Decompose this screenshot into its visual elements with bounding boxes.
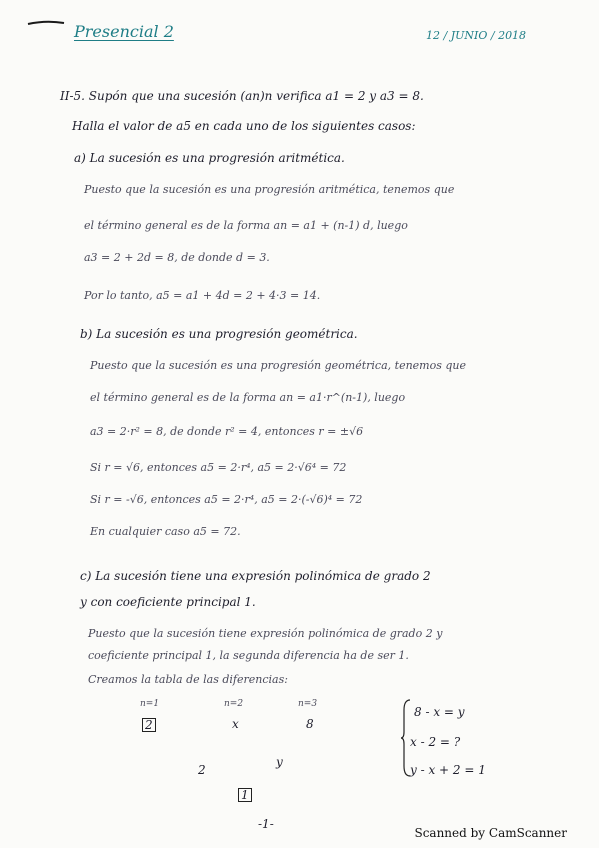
page-title: Presencial 2 xyxy=(74,22,174,41)
system-eq-2: x - 2 = ? xyxy=(410,735,461,749)
part-b-line-3: a3 = 2·r² = 8, de donde r² = 4, entonces r = ±√6 xyxy=(90,425,364,438)
part-a-line-3: a3 = 2 + 2d = 8, de donde d = 3. xyxy=(84,251,270,264)
part-c-line-2: coeficiente principal 1, la segunda diferencia ha de ser 1. xyxy=(88,649,409,662)
table-second-diff: 1 xyxy=(238,788,252,802)
table-diff-2: y xyxy=(276,755,283,769)
table-value-a2: x xyxy=(232,717,239,731)
table-value-a1: 2 xyxy=(142,718,156,732)
part-a-line-1: Puesto que la sucesión es una progresión aritmética, tenemos que xyxy=(84,183,455,196)
part-c-line-1: Puesto que la sucesión tiene expresión polinómica de grado 2 y xyxy=(88,627,443,640)
part-b-line-5: Si r = -√6, entonces a5 = 2·r⁴, a5 = 2·(-√6)⁴ = 72 xyxy=(90,493,363,506)
system-eq-1: 8 - x = y xyxy=(414,705,465,719)
part-a-line-4: Por lo tanto, a5 = a1 + 4d = 2 + 4·3 = 14. xyxy=(84,289,321,302)
camscanner-watermark: Scanned by CamScanner xyxy=(414,826,567,840)
part-a-heading: a) La sucesión es una progresión aritmética. xyxy=(74,151,345,165)
page-number: -1- xyxy=(258,817,274,831)
part-a-line-2: el término general es de la forma an = a1 + (n-1) d, luego xyxy=(84,219,408,232)
system-eq-3: y - x + 2 = 1 xyxy=(410,763,486,777)
problem-line-2: Halla el valor de a5 en cada uno de los siguientes casos: xyxy=(72,119,416,133)
table-header-n2: n=2 xyxy=(224,699,244,709)
part-b-heading: b) La sucesión es una progresión geométrica. xyxy=(80,327,358,341)
table-value-a3: 8 xyxy=(306,717,314,731)
page-date: 12 / JUNIO / 2018 xyxy=(426,29,527,42)
table-header-n1: n=1 xyxy=(140,699,160,709)
problem-line-1: II-5. Supón que una sucesión (an)n verifica a1 = 2 y a3 = 8. xyxy=(60,89,424,103)
table-header-n3: n=3 xyxy=(298,699,318,709)
part-b-line-2: el término general es de la forma an = a1·r^(n-1), luego xyxy=(90,391,406,404)
part-c-heading-2: y con coeficiente principal 1. xyxy=(80,595,256,609)
part-b-line-4: Si r = √6, entonces a5 = 2·r⁴, a5 = 2·√6⁴ = 72 xyxy=(90,461,347,474)
part-b-line-1: Puesto que la sucesión es una progresión geométrica, tenemos que xyxy=(90,359,467,372)
part-c-heading-1: c) La sucesión tiene una expresión polinómica de grado 2 xyxy=(80,569,431,583)
table-diff-1: 2 xyxy=(198,763,206,777)
pen-dash-mark xyxy=(26,18,66,28)
part-b-line-6: En cualquier caso a5 = 72. xyxy=(90,525,241,538)
part-c-line-3: Creamos la tabla de las diferencias: xyxy=(88,673,288,686)
